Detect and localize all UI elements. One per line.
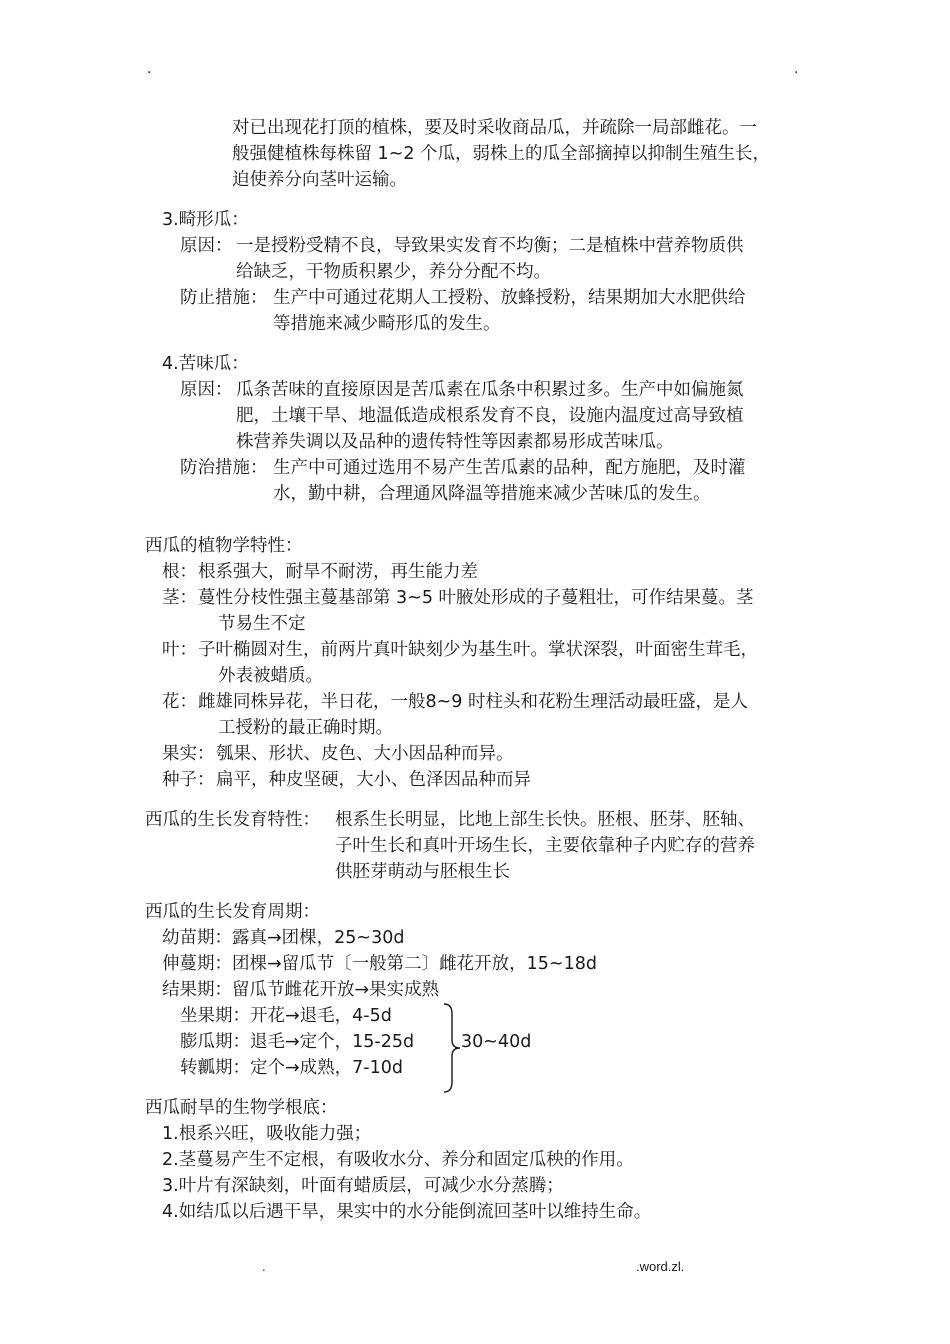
stem-label: 茎： [162,588,197,608]
fruit-label: 果实： [162,744,215,764]
flower-line-1: 雌雄同株异花，半日花，一般8~9 时柱头和花粉生理活动最旺盛，是人 [198,692,748,712]
cycle-vine: 伸蔓期：团棵→留瓜节〔一般第二〕雌花开放，15~18d [162,954,597,974]
growth-line-1: 根系生长明显，比地上部生长快。胚根、胚芽、胚轴、 [335,810,755,830]
growth-line-2: 子叶生长和真叶开场生长，主要依靠种子内贮存的营养 [335,836,755,856]
cycle-title: 西瓜的生长发育周期： [145,902,320,922]
sec3-title: 3.畸形瓜： [162,210,249,230]
drought-item-4: 4.如结瓜以后遇干旱，果实中的水分能倒流回茎叶以维持生命。 [162,1202,652,1222]
cycle-sub-3: 转瓤期：定个→成熟，7-10d [180,1058,403,1078]
growth-line-3: 供胚芽萌动与胚根生长 [335,862,510,882]
cycle-sub-1: 坐果期：开花→退毛，4-5d [180,1006,392,1026]
seed-text: 扁平，种皮坚硬，大小、色泽因品种而异 [216,770,531,790]
sec4-cause-line-2: 肥，土壤干旱、地温低造成根系发育不良，设施内温度过高导致植 [236,406,744,426]
stem-line-2: 节易生不定 [218,614,306,634]
leaf-line-2: 外表被蜡质。 [218,666,323,686]
intro-line-3: 迫使养分向茎叶运输。 [232,170,407,190]
sec4-cause-line-1: 瓜条苦味的直接原因是苦瓜素在瓜条中积累过多。生产中如偏施氮 [236,380,744,400]
botany-title: 西瓜的植物学特性： [145,536,303,556]
root-text: 根系强大，耐旱不耐涝，再生能力差 [198,562,478,582]
right-brace-icon [440,1002,462,1094]
cycle-seedling: 幼苗期：露真→团棵，25~30d [162,928,405,948]
sec3-cause-line-2: 给缺乏，干物质积累少，养分分配不均。 [236,262,551,282]
drought-title: 西瓜耐旱的生物学根底： [145,1098,338,1118]
footer-left-mark: . [262,1259,266,1274]
sec4-measure-line-2: 水，勤中耕，合理通风降温等措施来减少苦味瓜的发生。 [273,484,711,504]
drought-item-3: 3.叶片有深缺刻，叶面有蜡质层，可减少水分蒸腾； [162,1176,564,1196]
sec3-measure-label: 防止措施： [180,288,268,308]
sec3-cause-line-1: 一是授粉受精不良，导致果实发育不均衡；二是植株中营养物质供 [236,236,744,256]
sec3-measure-line-1: 生产中可通过花期人工授粉、放蜂授粉，结果期加大水肥供给 [273,288,746,308]
drought-item-2: 2.茎蔓易产生不定根，有吸收水分、养分和固定瓜秧的作用。 [162,1150,634,1170]
leaf-line-1: 子叶椭圆对生，前两片真叶缺刻少为基生叶。掌状深裂，叶面密生茸毛， [198,640,758,660]
cycle-sub-2: 膨瓜期：退毛→定个，15-25d [180,1032,415,1052]
cycle-brace-total: 30~40d [461,1032,532,1052]
sec3-measure-line-2: 等措施来减少畸形瓜的发生。 [273,314,501,334]
sec4-title: 4.苦味瓜： [162,354,249,374]
cycle-fruiting: 结果期：留瓜节雌花开放→果实成熟 [162,980,440,1000]
seed-label: 种子： [162,770,215,790]
growth-label: 西瓜的生长发育特性： [145,810,320,830]
sec3-cause-label: 原因： [180,236,233,256]
sec4-measure-label: 防治措施： [180,458,268,478]
intro-line-1: 对已出现花打顶的植株，要及时采收商品瓜，并疏除一局部雌花。一 [232,118,757,138]
intro-line-2: 般强健植株每株留 1~2 个瓜，弱株上的瓜全部摘掉以抑制生殖生长， [232,144,771,164]
header-right-mark: . [794,61,799,77]
fruit-text: 瓠果、形状、皮色、大小因品种而异。 [216,744,514,764]
root-label: 根： [162,562,197,582]
leaf-label: 叶： [162,640,197,660]
flower-label: 花： [162,692,197,712]
header-left-mark: . [147,61,152,77]
stem-line-1: 蔓性分枝性强主蔓基部第 3~5 叶腋处形成的子蔓粗壮，可作结果蔓。茎 [198,588,754,608]
sec4-cause-line-3: 株营养失调以及品种的遗传特性等因素都易形成苦味瓜。 [236,432,674,452]
drought-item-1: 1.根系兴旺，吸收能力强； [162,1124,372,1144]
sec4-cause-label: 原因： [180,380,233,400]
flower-line-2: 工授粉的最正确时期。 [218,718,393,738]
sec4-measure-line-1: 生产中可通过选用不易产生苦瓜素的品种，配方施肥，及时灌 [273,458,746,478]
footer-text: .word.zl. [636,1259,685,1274]
